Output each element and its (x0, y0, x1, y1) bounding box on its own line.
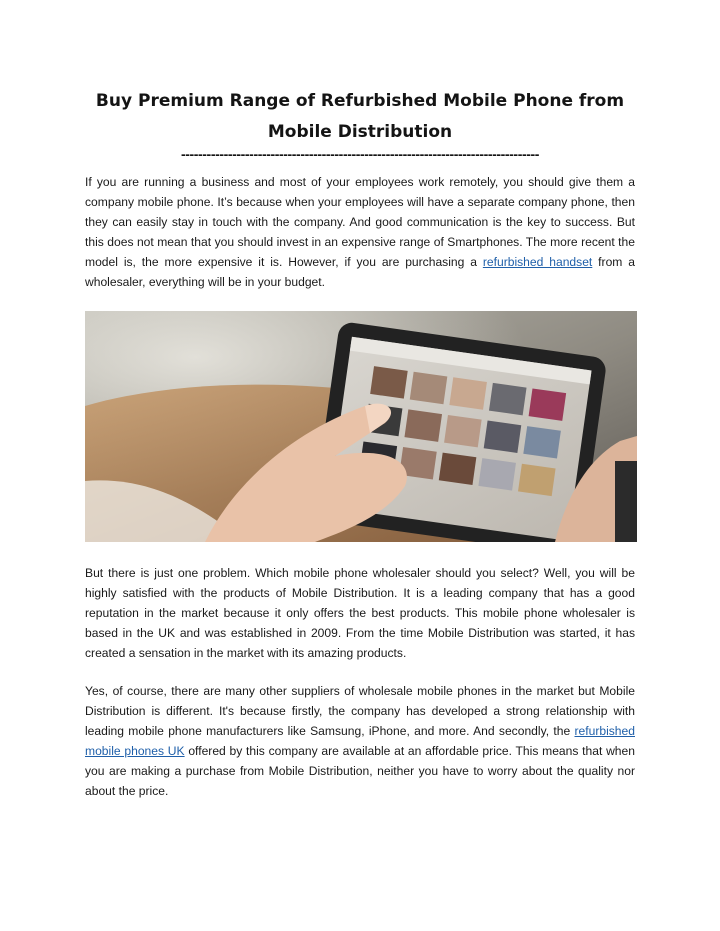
paragraph-intro-text-start: If you are running a business and most of your employees work remotely, you should give them a company mobile phone. It’s because when your employees will have a separate company phone, then they can easily stay in touch with the company. And good communication is the key to success. But this does not mean that you should invest in an expensive range of Smartphones. The more recent the model is, the more expensive it is. However, if you are purchasing a (85, 175, 635, 269)
refurbished-handset-link[interactable]: refurbished handset (482, 255, 593, 269)
tablet-photo (85, 311, 637, 542)
paragraph-suppliers-text-start: Yes, of course, there are many other suppliers of wholesale mobile phones in the market but Mobile Distribution is different. It's because firstly, the company has developed a strong relationship with leading mobile phone manufacturers like Samsung, iPhone, and more. And secondly, the (85, 684, 635, 738)
paragraph-suppliers-text-end: offered by this company are available at an affordable price. This means that when you are making a purchase from Mobile Distribution, neither you have to worry about the quality nor about the price. (85, 744, 635, 798)
refurbished-mobile-phones-uk-link[interactable]: refurbished mobile phones UK (85, 724, 635, 758)
paragraph-intro-text-end: from a wholesaler, everything will be in your budget. (85, 255, 635, 289)
title-separator: ------------------------------------------------------------------------------------ (180, 146, 540, 162)
document-title: Buy Premium Range of Refurbished Mobile Phone from Mobile Distribution (95, 91, 625, 142)
paragraph-suppliers (85, 681, 635, 801)
paragraph-intro (85, 172, 635, 292)
paragraph-wholesaler: But there is just one problem. Which mobile phone wholesaler should you select? Well, you will be highly satisfied with the products of Mobile Distribution. It is a leading company that has a good reputation in the market because it only offers the best products. This mobile phone wholesaler is based in the UK and was established in 2009. From the time Mobile Distribution was started, it has created a sensation in the market with its amazing products. (85, 566, 635, 660)
tablet-photo-illustration (85, 311, 637, 542)
